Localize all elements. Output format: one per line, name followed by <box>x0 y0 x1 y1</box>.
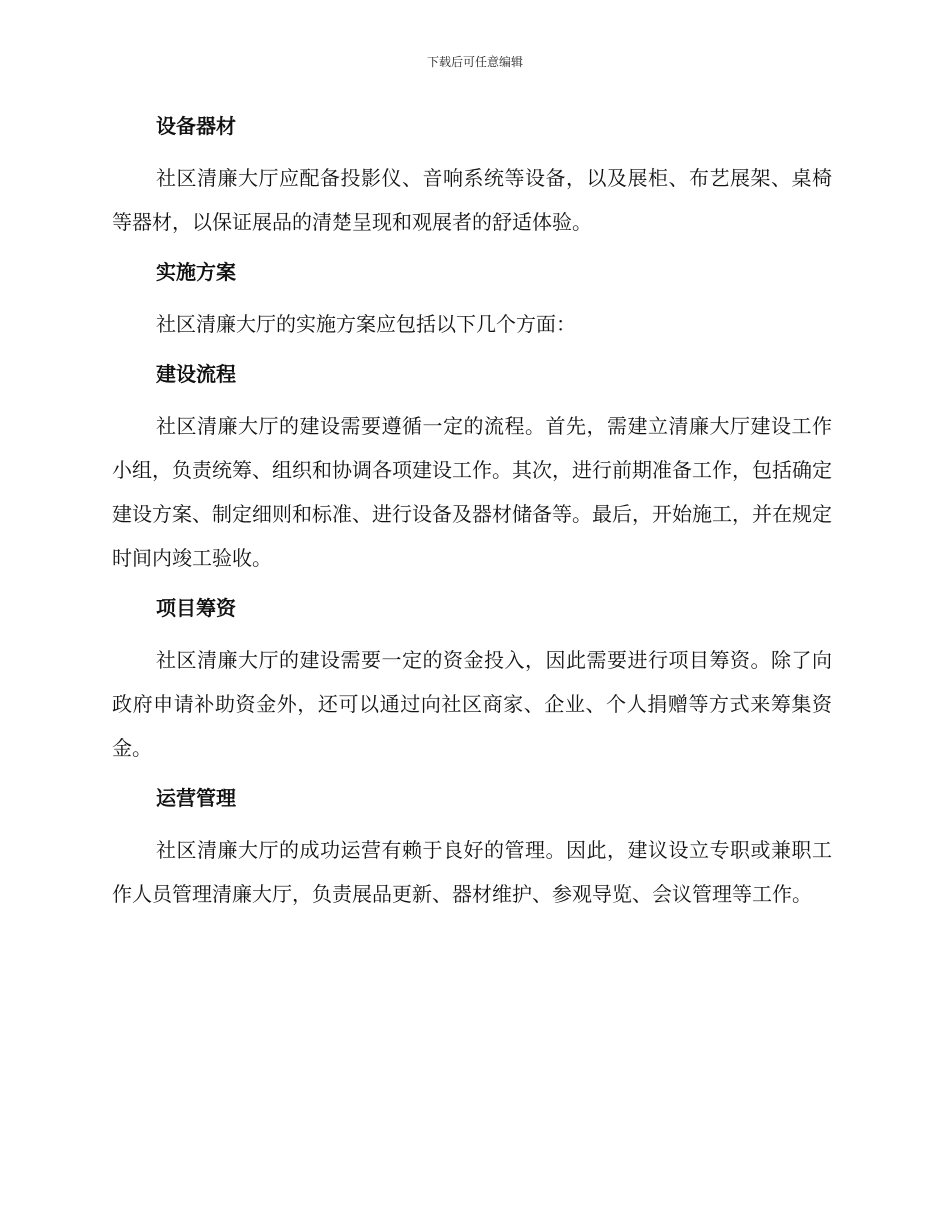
section-project-funding <box>112 590 832 770</box>
section-implementation-plan <box>112 254 832 346</box>
section-heading: 项目筹资 <box>156 596 236 620</box>
section-paragraph: 社区清廉大厅的成功运营有赖于良好的管理。因此，建议设立专职或兼职工作人员管理清廉大厅，负责展品更新、器材维护、参观导览、会议管理等工作。 <box>112 838 832 906</box>
section-paragraph: 社区清廉大厅的实施方案应包括以下几个方面： <box>156 312 576 336</box>
page-header-note: 下载后可任意编辑 <box>426 55 523 69</box>
section-paragraph: 社区清廉大厅的建设需要一定的资金投入，因此需要进行项目筹资。除了向政府申请补助资金外，还可以通过向社区商家、企业、个人捐赠等方式来筹集资金。 <box>112 648 832 760</box>
section-construction-process <box>112 356 832 580</box>
section-heading: 设备器材 <box>156 114 236 138</box>
section-heading: 实施方案 <box>156 260 236 284</box>
section-paragraph: 社区清廉大厅的建设需要遵循一定的流程。首先，需建立清廉大厅建设工作小组，负责统筹、组织和协调各项建设工作。其次，进行前期准备工作，包括确定建设方案、制定细则和标准、进行设备及器材储备等。最后，开始施工，并在规定时间内竣工验收。 <box>112 414 832 570</box>
section-operation-management <box>112 780 832 916</box>
section-heading: 运营管理 <box>156 786 236 810</box>
section-paragraph: 社区清廉大厅应配备投影仪、音响系统等设备，以及展柜、布艺展架、桌椅等器材，以保证展品的清楚呈现和观展者的舒适体验。 <box>112 166 832 234</box>
document-body <box>112 108 832 926</box>
section-equipment <box>112 108 832 244</box>
section-heading: 建设流程 <box>156 362 236 386</box>
